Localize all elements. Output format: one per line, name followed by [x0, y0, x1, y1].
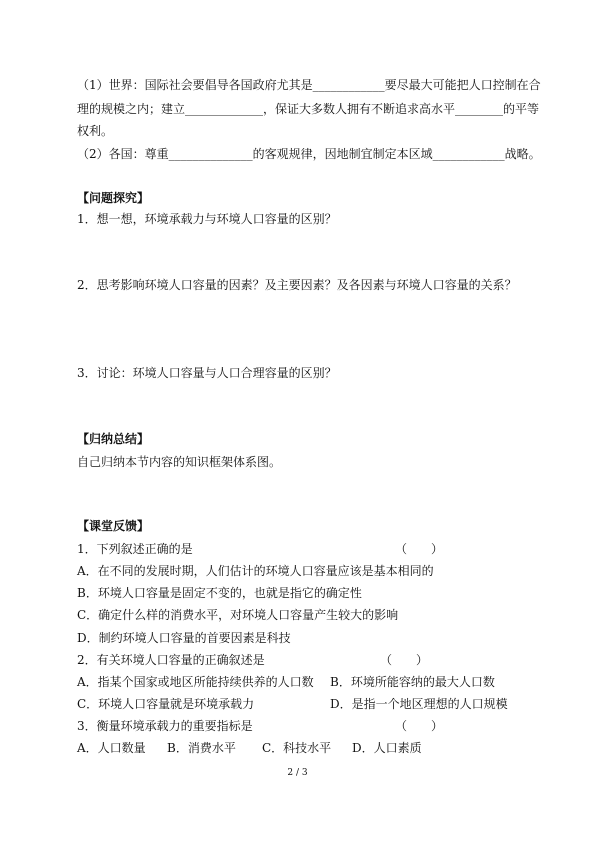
feedback-question-1-option-c: C．确定什么样的消费水平，对环境人口容量产生较大的影响: [77, 608, 399, 622]
feedback-question-2-option-b: B．环境所能容纳的最大人口数: [330, 675, 495, 689]
feedback-question-2-stem: 2．有关环境人口容量的正确叙述是: [77, 653, 265, 667]
feedback-question-2-option-a: A．指某个国家或地区所能持续供养的人口数: [77, 675, 314, 689]
fill-in-paragraph-1-line-1: （1）世界：国际社会要倡导各国政府尤其是____________要尽最大可能把人口控制在合: [77, 78, 541, 92]
feedback-question-1-option-b: B．环境人口容量是固定不变的，也就是指它的确定性: [77, 586, 362, 600]
fill-in-paragraph-1-line-3: 权利。: [77, 124, 114, 138]
fill-in-paragraph-2: （2）各国：尊重______________的客观规律，因地制宜制定本区域____________战略。: [77, 147, 541, 161]
inquiry-heading: 【问题探究】: [77, 191, 150, 205]
feedback-question-2-answer-blank: （ ）: [380, 653, 429, 667]
feedback-question-3-answer-blank: （ ）: [395, 719, 444, 733]
inquiry-question-1: 1．想一想，环境承载力与环境人口容量的区别？: [77, 212, 337, 226]
feedback-heading: 【课堂反馈】: [77, 519, 150, 533]
page-number: 2 / 3: [287, 768, 308, 778]
feedback-question-3-option-d: D．人口素质: [352, 741, 422, 755]
feedback-question-1-option-d: D．制约环境人口容量的首要因素是科技: [77, 631, 291, 645]
feedback-question-3-stem: 3．衡量环境承载力的重要指标是: [77, 719, 253, 733]
feedback-question-1-answer-blank: （ ）: [395, 542, 444, 556]
feedback-question-2-option-c: C．环境人口容量就是环境承载力: [77, 697, 255, 711]
feedback-question-1-stem: 1．下列叙述正确的是: [77, 542, 193, 556]
inquiry-question-3: 3．讨论：环境人口容量与人口合理容量的区别？: [77, 366, 337, 380]
summary-heading: 【归纳总结】: [77, 432, 150, 446]
feedback-question-3-option-b: B．消费水平: [167, 741, 236, 755]
feedback-question-3-option-c: C．科技水平: [262, 741, 332, 755]
feedback-question-2-option-d: D．是指一个地区理想的人口规模: [330, 697, 508, 711]
summary-text: 自己归纳本节内容的知识框架体系图。: [77, 455, 282, 469]
inquiry-question-2: 2．思考影响环境人口容量的因素？及主要因素？及各因素与环境人口容量的关系？: [77, 278, 517, 292]
fill-in-paragraph-1-line-2: 理的规模之内；建立_____________，保证大多数人拥有不断追求高水平________的平等: [77, 102, 540, 116]
feedback-question-3-option-a: A．人口数量: [77, 741, 146, 755]
feedback-question-1-option-a: A．在不同的发展时期，人们估计的环境人口容量应该是基本相同的: [77, 564, 434, 578]
